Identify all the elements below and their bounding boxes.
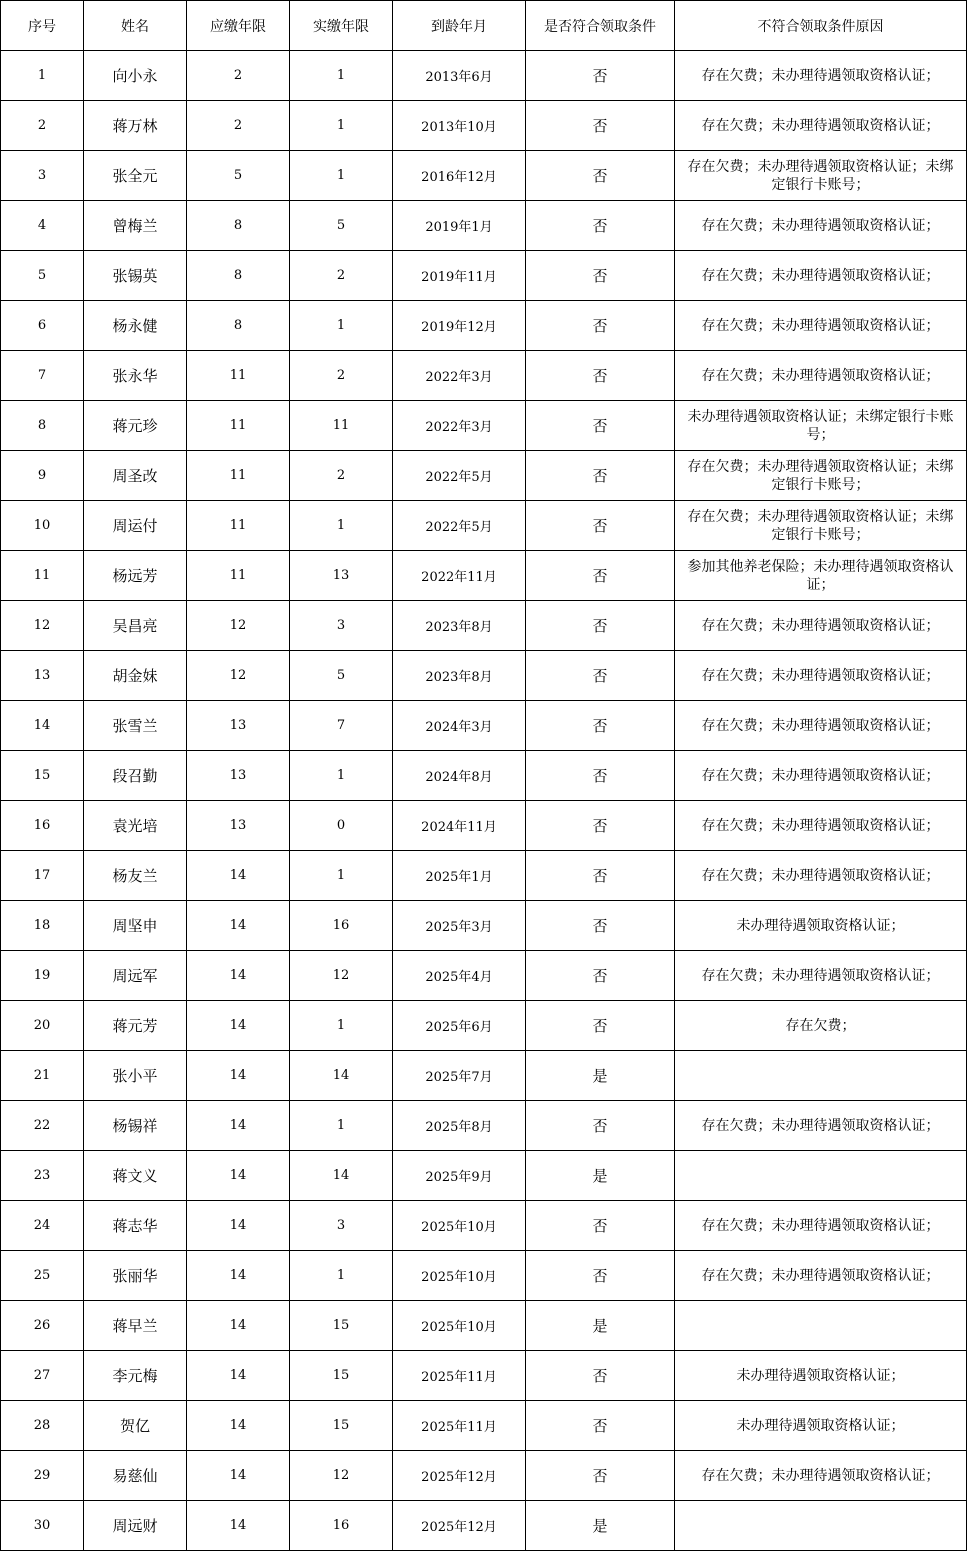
cell-eligible: 否 bbox=[526, 801, 675, 851]
cell-name: 周圣改 bbox=[84, 451, 187, 501]
cell-name: 周坚申 bbox=[84, 901, 187, 951]
cell-required-years: 14 bbox=[187, 1301, 290, 1351]
cell-required-years: 14 bbox=[187, 851, 290, 901]
cell-required-years: 13 bbox=[187, 751, 290, 801]
cell-ineligible-reason: 存在欠费；未办理待遇领取资格认证； bbox=[675, 951, 967, 1001]
table-row bbox=[1, 51, 967, 101]
table-row bbox=[1, 601, 967, 651]
table-row bbox=[1, 501, 967, 551]
cell-serial-number: 13 bbox=[1, 651, 84, 701]
cell-eligible: 否 bbox=[526, 51, 675, 101]
header-eligible: 是否符合领取条件 bbox=[526, 1, 675, 51]
cell-serial-number: 19 bbox=[1, 951, 84, 1001]
cell-paid-years: 5 bbox=[290, 201, 393, 251]
table-row bbox=[1, 1201, 967, 1251]
cell-eligible: 否 bbox=[526, 101, 675, 151]
cell-age-date: 2022年3月 bbox=[393, 351, 526, 401]
cell-name: 蒋元芳 bbox=[84, 1001, 187, 1051]
table-row bbox=[1, 201, 967, 251]
cell-age-date: 2025年3月 bbox=[393, 901, 526, 951]
cell-serial-number: 28 bbox=[1, 1401, 84, 1451]
cell-serial-number: 25 bbox=[1, 1251, 84, 1301]
cell-eligible: 否 bbox=[526, 451, 675, 501]
cell-ineligible-reason: 存在欠费；未办理待遇领取资格认证；未绑定银行卡账号； bbox=[675, 451, 967, 501]
cell-eligible: 否 bbox=[526, 751, 675, 801]
cell-serial-number: 9 bbox=[1, 451, 84, 501]
cell-eligible: 是 bbox=[526, 1301, 675, 1351]
table-row bbox=[1, 951, 967, 1001]
cell-required-years: 13 bbox=[187, 801, 290, 851]
cell-eligible: 否 bbox=[526, 301, 675, 351]
table-body bbox=[1, 51, 967, 1551]
cell-name: 胡金妹 bbox=[84, 651, 187, 701]
cell-age-date: 2025年12月 bbox=[393, 1451, 526, 1501]
table-row bbox=[1, 451, 967, 501]
cell-eligible: 否 bbox=[526, 151, 675, 201]
cell-name: 杨友兰 bbox=[84, 851, 187, 901]
table-row bbox=[1, 751, 967, 801]
cell-name: 段召勤 bbox=[84, 751, 187, 801]
cell-paid-years: 15 bbox=[290, 1401, 393, 1451]
cell-serial-number: 2 bbox=[1, 101, 84, 151]
cell-ineligible-reason: 存在欠费；未办理待遇领取资格认证； bbox=[675, 301, 967, 351]
header-required-years: 应缴年限 bbox=[187, 1, 290, 51]
cell-name: 蒋早兰 bbox=[84, 1301, 187, 1351]
cell-paid-years: 0 bbox=[290, 801, 393, 851]
cell-ineligible-reason: 未办理待遇领取资格认证；未绑定银行卡账号； bbox=[675, 401, 967, 451]
cell-serial-number: 12 bbox=[1, 601, 84, 651]
cell-serial-number: 22 bbox=[1, 1101, 84, 1151]
cell-ineligible-reason bbox=[675, 1501, 967, 1551]
cell-age-date: 2016年12月 bbox=[393, 151, 526, 201]
cell-required-years: 14 bbox=[187, 1251, 290, 1301]
cell-name: 蒋万林 bbox=[84, 101, 187, 151]
cell-name: 蒋元珍 bbox=[84, 401, 187, 451]
cell-age-date: 2025年12月 bbox=[393, 1501, 526, 1551]
cell-ineligible-reason: 存在欠费；未办理待遇领取资格认证； bbox=[675, 751, 967, 801]
table-row bbox=[1, 1451, 967, 1501]
cell-name: 张小平 bbox=[84, 1051, 187, 1101]
cell-eligible: 否 bbox=[526, 1351, 675, 1401]
cell-serial-number: 8 bbox=[1, 401, 84, 451]
cell-paid-years: 1 bbox=[290, 1251, 393, 1301]
cell-paid-years: 5 bbox=[290, 651, 393, 701]
cell-ineligible-reason: 存在欠费；未办理待遇领取资格认证；未绑定银行卡账号； bbox=[675, 501, 967, 551]
cell-age-date: 2013年10月 bbox=[393, 101, 526, 151]
cell-ineligible-reason: 存在欠费；未办理待遇领取资格认证； bbox=[675, 651, 967, 701]
cell-serial-number: 3 bbox=[1, 151, 84, 201]
cell-serial-number: 4 bbox=[1, 201, 84, 251]
cell-age-date: 2025年4月 bbox=[393, 951, 526, 1001]
cell-required-years: 14 bbox=[187, 1201, 290, 1251]
cell-ineligible-reason: 存在欠费；未办理待遇领取资格认证； bbox=[675, 351, 967, 401]
cell-age-date: 2019年11月 bbox=[393, 251, 526, 301]
cell-serial-number: 18 bbox=[1, 901, 84, 951]
cell-age-date: 2024年11月 bbox=[393, 801, 526, 851]
cell-serial-number: 27 bbox=[1, 1351, 84, 1401]
cell-serial-number: 29 bbox=[1, 1451, 84, 1501]
header-paid-years: 实缴年限 bbox=[290, 1, 393, 51]
cell-name: 袁光培 bbox=[84, 801, 187, 851]
cell-required-years: 2 bbox=[187, 101, 290, 151]
cell-ineligible-reason: 存在欠费；未办理待遇领取资格认证； bbox=[675, 101, 967, 151]
cell-paid-years: 1 bbox=[290, 1101, 393, 1151]
cell-ineligible-reason: 存在欠费；未办理待遇领取资格认证； bbox=[675, 251, 967, 301]
header-age-date: 到龄年月 bbox=[393, 1, 526, 51]
cell-paid-years: 1 bbox=[290, 1001, 393, 1051]
table-row bbox=[1, 801, 967, 851]
cell-required-years: 14 bbox=[187, 1151, 290, 1201]
cell-ineligible-reason bbox=[675, 1301, 967, 1351]
cell-name: 杨远芳 bbox=[84, 551, 187, 601]
cell-name: 杨锡祥 bbox=[84, 1101, 187, 1151]
cell-eligible: 是 bbox=[526, 1151, 675, 1201]
cell-age-date: 2025年10月 bbox=[393, 1201, 526, 1251]
table-row bbox=[1, 1051, 967, 1101]
cell-ineligible-reason: 参加其他养老保险；未办理待遇领取资格认证； bbox=[675, 551, 967, 601]
cell-paid-years: 16 bbox=[290, 1501, 393, 1551]
cell-serial-number: 24 bbox=[1, 1201, 84, 1251]
cell-paid-years: 14 bbox=[290, 1151, 393, 1201]
cell-serial-number: 17 bbox=[1, 851, 84, 901]
table-row bbox=[1, 1301, 967, 1351]
cell-eligible: 否 bbox=[526, 401, 675, 451]
cell-paid-years: 13 bbox=[290, 551, 393, 601]
cell-paid-years: 1 bbox=[290, 101, 393, 151]
cell-required-years: 13 bbox=[187, 701, 290, 751]
cell-age-date: 2025年7月 bbox=[393, 1051, 526, 1101]
cell-ineligible-reason: 存在欠费；未办理待遇领取资格认证； bbox=[675, 601, 967, 651]
cell-age-date: 2024年3月 bbox=[393, 701, 526, 751]
cell-paid-years: 14 bbox=[290, 1051, 393, 1101]
cell-serial-number: 23 bbox=[1, 1151, 84, 1201]
cell-eligible: 否 bbox=[526, 1001, 675, 1051]
cell-ineligible-reason: 存在欠费；未办理待遇领取资格认证； bbox=[675, 1201, 967, 1251]
cell-required-years: 14 bbox=[187, 1501, 290, 1551]
table-row bbox=[1, 851, 967, 901]
table-row bbox=[1, 701, 967, 751]
cell-eligible: 否 bbox=[526, 951, 675, 1001]
cell-name: 向小永 bbox=[84, 51, 187, 101]
cell-paid-years: 1 bbox=[290, 301, 393, 351]
cell-name: 周运付 bbox=[84, 501, 187, 551]
cell-paid-years: 1 bbox=[290, 751, 393, 801]
cell-name: 张锡英 bbox=[84, 251, 187, 301]
cell-age-date: 2025年10月 bbox=[393, 1251, 526, 1301]
cell-eligible: 否 bbox=[526, 351, 675, 401]
cell-age-date: 2019年1月 bbox=[393, 201, 526, 251]
cell-eligible: 否 bbox=[526, 1451, 675, 1501]
cell-required-years: 8 bbox=[187, 301, 290, 351]
cell-serial-number: 7 bbox=[1, 351, 84, 401]
cell-age-date: 2024年8月 bbox=[393, 751, 526, 801]
cell-paid-years: 12 bbox=[290, 951, 393, 1001]
cell-paid-years: 11 bbox=[290, 401, 393, 451]
header-row bbox=[1, 1, 967, 51]
table-row bbox=[1, 1151, 967, 1201]
table-row bbox=[1, 1001, 967, 1051]
cell-name: 张永华 bbox=[84, 351, 187, 401]
cell-paid-years: 1 bbox=[290, 851, 393, 901]
cell-required-years: 14 bbox=[187, 1001, 290, 1051]
cell-eligible: 否 bbox=[526, 1201, 675, 1251]
cell-age-date: 2025年11月 bbox=[393, 1401, 526, 1451]
table-row bbox=[1, 551, 967, 601]
table-row bbox=[1, 901, 967, 951]
cell-required-years: 11 bbox=[187, 501, 290, 551]
cell-age-date: 2022年5月 bbox=[393, 451, 526, 501]
cell-eligible: 否 bbox=[526, 1101, 675, 1151]
cell-serial-number: 16 bbox=[1, 801, 84, 851]
cell-required-years: 14 bbox=[187, 901, 290, 951]
cell-name: 杨永健 bbox=[84, 301, 187, 351]
cell-paid-years: 2 bbox=[290, 351, 393, 401]
header-ineligible-reason: 不符合领取条件原因 bbox=[675, 1, 967, 51]
cell-ineligible-reason: 存在欠费；未办理待遇领取资格认证； bbox=[675, 851, 967, 901]
cell-required-years: 12 bbox=[187, 651, 290, 701]
cell-name: 蒋志华 bbox=[84, 1201, 187, 1251]
cell-serial-number: 15 bbox=[1, 751, 84, 801]
cell-paid-years: 15 bbox=[290, 1301, 393, 1351]
cell-paid-years: 12 bbox=[290, 1451, 393, 1501]
cell-name: 易慈仙 bbox=[84, 1451, 187, 1501]
cell-required-years: 14 bbox=[187, 1101, 290, 1151]
table-row bbox=[1, 351, 967, 401]
cell-eligible: 否 bbox=[526, 901, 675, 951]
cell-ineligible-reason: 未办理待遇领取资格认证； bbox=[675, 1351, 967, 1401]
cell-eligible: 否 bbox=[526, 651, 675, 701]
cell-name: 张全元 bbox=[84, 151, 187, 201]
table-row bbox=[1, 401, 967, 451]
cell-eligible: 否 bbox=[526, 201, 675, 251]
cell-paid-years: 1 bbox=[290, 151, 393, 201]
header-name: 姓名 bbox=[84, 1, 187, 51]
cell-eligible: 是 bbox=[526, 1501, 675, 1551]
cell-name: 贺亿 bbox=[84, 1401, 187, 1451]
table-row bbox=[1, 1401, 967, 1451]
cell-serial-number: 5 bbox=[1, 251, 84, 301]
cell-age-date: 2023年8月 bbox=[393, 651, 526, 701]
cell-ineligible-reason: 存在欠费；未办理待遇领取资格认证； bbox=[675, 701, 967, 751]
cell-ineligible-reason: 存在欠费；未办理待遇领取资格认证；未绑定银行卡账号； bbox=[675, 151, 967, 201]
cell-eligible: 否 bbox=[526, 251, 675, 301]
cell-age-date: 2025年10月 bbox=[393, 1301, 526, 1351]
cell-serial-number: 20 bbox=[1, 1001, 84, 1051]
cell-serial-number: 6 bbox=[1, 301, 84, 351]
cell-serial-number: 30 bbox=[1, 1501, 84, 1551]
cell-paid-years: 1 bbox=[290, 51, 393, 101]
cell-required-years: 12 bbox=[187, 601, 290, 651]
cell-paid-years: 3 bbox=[290, 601, 393, 651]
cell-age-date: 2025年1月 bbox=[393, 851, 526, 901]
cell-age-date: 2013年6月 bbox=[393, 51, 526, 101]
cell-serial-number: 21 bbox=[1, 1051, 84, 1101]
cell-serial-number: 26 bbox=[1, 1301, 84, 1351]
cell-ineligible-reason: 存在欠费；未办理待遇领取资格认证； bbox=[675, 51, 967, 101]
cell-name: 吴昌亮 bbox=[84, 601, 187, 651]
cell-paid-years: 1 bbox=[290, 501, 393, 551]
cell-eligible: 否 bbox=[526, 551, 675, 601]
cell-eligible: 是 bbox=[526, 1051, 675, 1101]
cell-paid-years: 7 bbox=[290, 701, 393, 751]
cell-eligible: 否 bbox=[526, 1251, 675, 1301]
table-row bbox=[1, 651, 967, 701]
cell-serial-number: 1 bbox=[1, 51, 84, 101]
cell-required-years: 2 bbox=[187, 51, 290, 101]
table-row bbox=[1, 1351, 967, 1401]
cell-ineligible-reason bbox=[675, 1051, 967, 1101]
cell-required-years: 11 bbox=[187, 351, 290, 401]
cell-serial-number: 14 bbox=[1, 701, 84, 751]
cell-age-date: 2023年8月 bbox=[393, 601, 526, 651]
cell-age-date: 2025年11月 bbox=[393, 1351, 526, 1401]
table-row bbox=[1, 251, 967, 301]
table-row bbox=[1, 1501, 967, 1551]
cell-paid-years: 15 bbox=[290, 1351, 393, 1401]
table-row bbox=[1, 301, 967, 351]
cell-required-years: 5 bbox=[187, 151, 290, 201]
cell-eligible: 否 bbox=[526, 851, 675, 901]
cell-eligible: 否 bbox=[526, 501, 675, 551]
cell-required-years: 14 bbox=[187, 1451, 290, 1501]
cell-name: 曾梅兰 bbox=[84, 201, 187, 251]
cell-required-years: 14 bbox=[187, 1401, 290, 1451]
cell-age-date: 2022年11月 bbox=[393, 551, 526, 601]
cell-ineligible-reason: 未办理待遇领取资格认证； bbox=[675, 901, 967, 951]
cell-name: 周远军 bbox=[84, 951, 187, 1001]
cell-required-years: 14 bbox=[187, 1351, 290, 1401]
cell-name: 周远财 bbox=[84, 1501, 187, 1551]
cell-age-date: 2022年3月 bbox=[393, 401, 526, 451]
table-row bbox=[1, 1251, 967, 1301]
cell-ineligible-reason: 存在欠费；未办理待遇领取资格认证； bbox=[675, 201, 967, 251]
cell-ineligible-reason: 存在欠费；未办理待遇领取资格认证； bbox=[675, 1251, 967, 1301]
cell-eligible: 否 bbox=[526, 701, 675, 751]
cell-ineligible-reason: 存在欠费；未办理待遇领取资格认证； bbox=[675, 1451, 967, 1501]
cell-required-years: 14 bbox=[187, 1051, 290, 1101]
cell-paid-years: 2 bbox=[290, 251, 393, 301]
cell-age-date: 2025年8月 bbox=[393, 1101, 526, 1151]
cell-name: 李元梅 bbox=[84, 1351, 187, 1401]
cell-required-years: 8 bbox=[187, 251, 290, 301]
cell-name: 蒋文义 bbox=[84, 1151, 187, 1201]
cell-eligible: 否 bbox=[526, 601, 675, 651]
cell-required-years: 11 bbox=[187, 451, 290, 501]
table-row bbox=[1, 151, 967, 201]
cell-ineligible-reason: 未办理待遇领取资格认证； bbox=[675, 1401, 967, 1451]
cell-age-date: 2019年12月 bbox=[393, 301, 526, 351]
table-row bbox=[1, 1101, 967, 1151]
cell-required-years: 8 bbox=[187, 201, 290, 251]
cell-ineligible-reason: 存在欠费；未办理待遇领取资格认证； bbox=[675, 1101, 967, 1151]
cell-name: 张雪兰 bbox=[84, 701, 187, 751]
cell-ineligible-reason bbox=[675, 1151, 967, 1201]
cell-paid-years: 2 bbox=[290, 451, 393, 501]
cell-name: 张丽华 bbox=[84, 1251, 187, 1301]
cell-serial-number: 11 bbox=[1, 551, 84, 601]
header-serial-number: 序号 bbox=[1, 1, 84, 51]
table-row bbox=[1, 101, 967, 151]
cell-paid-years: 16 bbox=[290, 901, 393, 951]
cell-paid-years: 3 bbox=[290, 1201, 393, 1251]
cell-required-years: 11 bbox=[187, 401, 290, 451]
cell-ineligible-reason: 存在欠费； bbox=[675, 1001, 967, 1051]
cell-required-years: 11 bbox=[187, 551, 290, 601]
cell-age-date: 2025年6月 bbox=[393, 1001, 526, 1051]
cell-age-date: 2025年9月 bbox=[393, 1151, 526, 1201]
cell-ineligible-reason: 存在欠费；未办理待遇领取资格认证； bbox=[675, 801, 967, 851]
cell-age-date: 2022年5月 bbox=[393, 501, 526, 551]
cell-required-years: 14 bbox=[187, 951, 290, 1001]
cell-eligible: 否 bbox=[526, 1401, 675, 1451]
cell-serial-number: 10 bbox=[1, 501, 84, 551]
